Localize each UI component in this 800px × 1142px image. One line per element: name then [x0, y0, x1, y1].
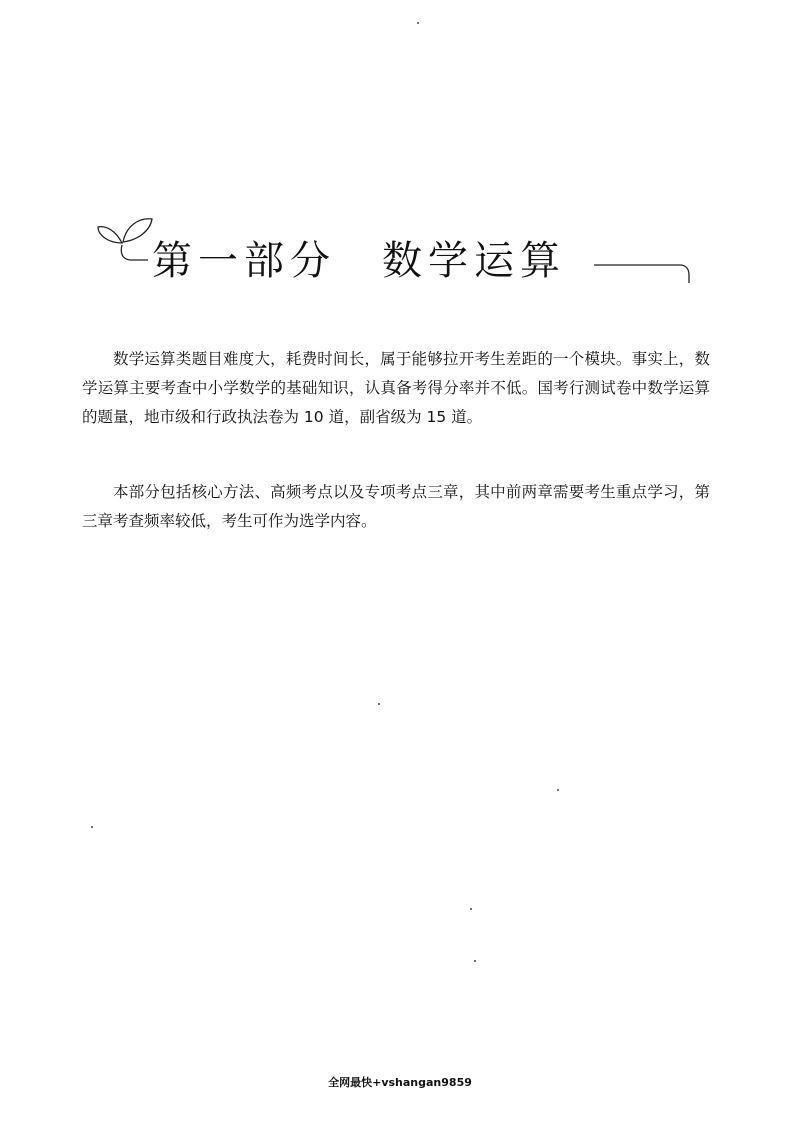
- part-title: 数学运算: [382, 238, 566, 284]
- structure-paragraph: 本部分包括核心方法、高频考点以及专项考点三章，其中前两章需要考生重点学习，第三章考查频率较低，考生可作为选学内容。: [82, 483, 710, 530]
- intro-paragraph: 数学运算类题目难度大，耗费时间长，属于能够拉开考生差距的一个模块。事实上，数学运算主要考查中小学数学的基础知识，认真备考得分率并不低。国考行测试卷中数学运算的题量，地市级和行政执法卷为 10 道，副省级为 15 道。: [82, 350, 710, 426]
- section-title: [152, 235, 566, 287]
- scan-speck: [91, 826, 93, 828]
- scan-speck: [557, 789, 559, 791]
- section-heading: [92, 205, 702, 295]
- part-label: 第一部分: [152, 238, 336, 284]
- scan-speck: [470, 908, 472, 910]
- footer-watermark: 全网最快+vshangan9859: [328, 1076, 472, 1089]
- scan-speck: [474, 960, 476, 962]
- scan-speck: [378, 703, 380, 705]
- scan-speck: [417, 22, 419, 24]
